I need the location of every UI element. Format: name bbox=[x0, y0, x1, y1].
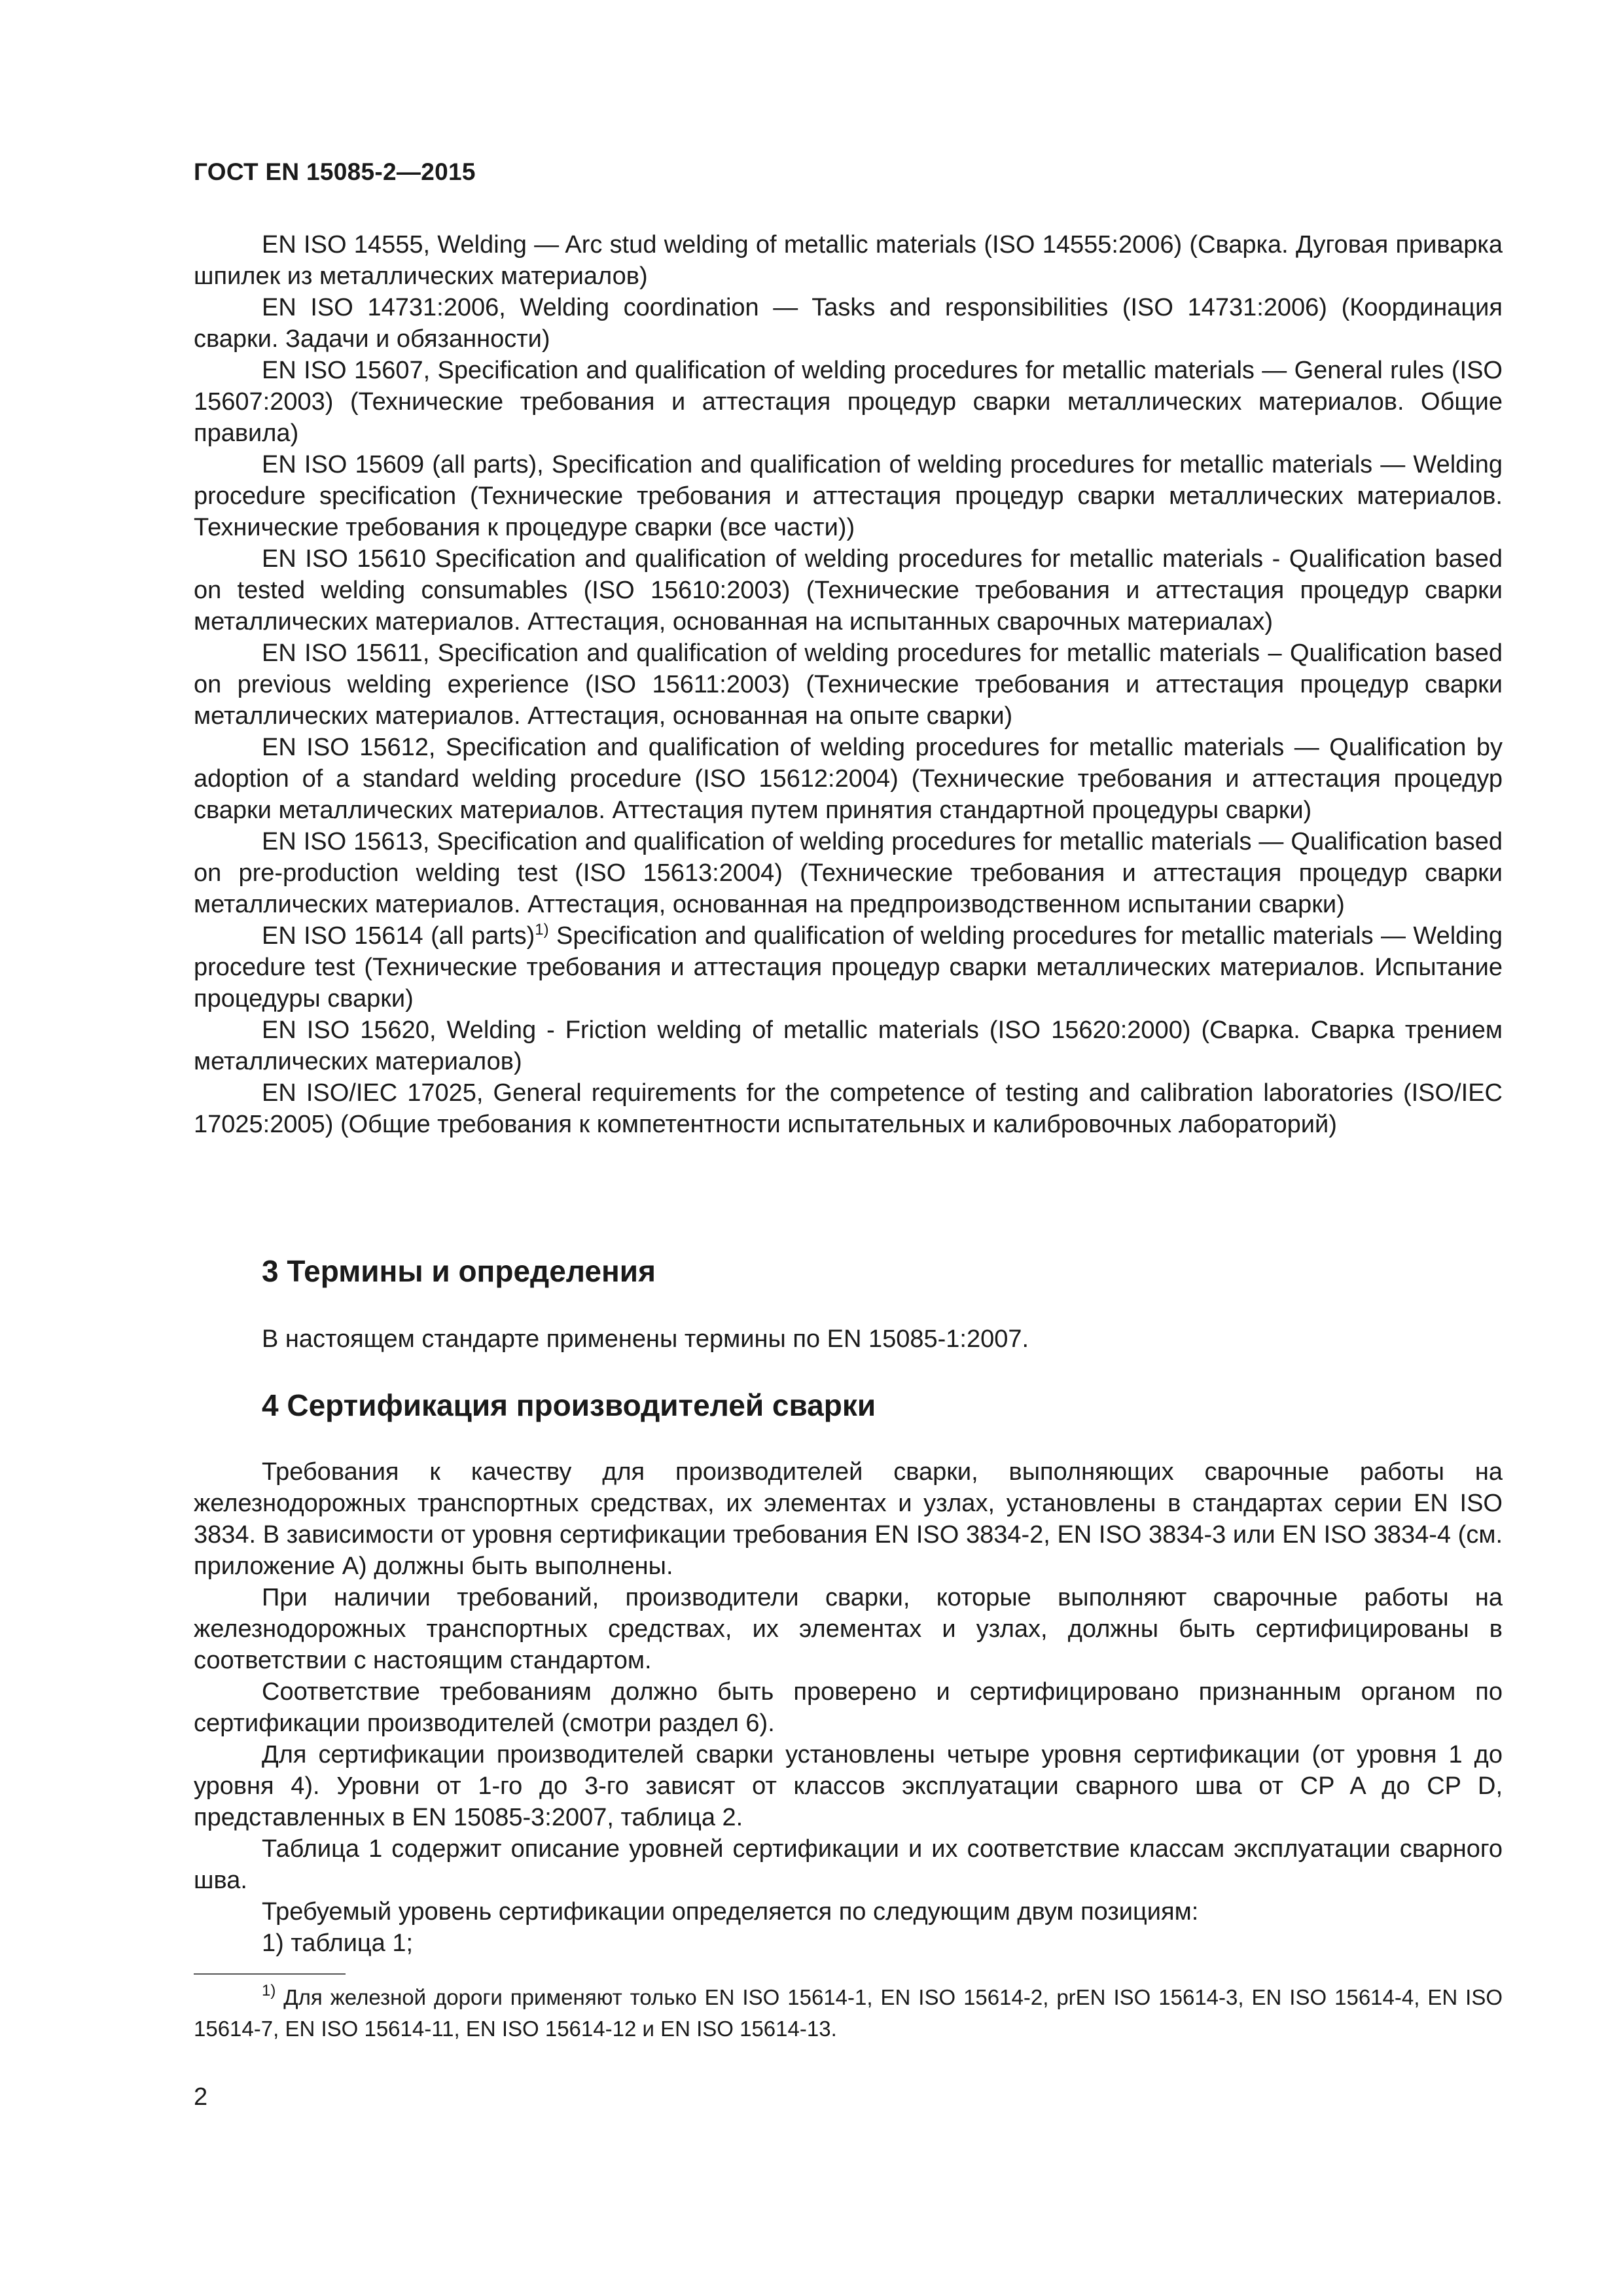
section-4-body bbox=[194, 1456, 1503, 1959]
footnote-separator bbox=[194, 1973, 346, 1975]
section-3-heading: 3 Термины и определения bbox=[262, 1254, 656, 1288]
reference-15614-description: Specification and qualification of welding procedures for metallic materials — Welding procedure test (Технические требования и аттестация процедур сварки металлических материалов. Испытание процедуры сварки) bbox=[194, 922, 1503, 1013]
footnote-mark: 1) bbox=[262, 1982, 276, 2000]
reference-item: EN ISO 14731:2006, Welding coordination — Tasks and responsibilities (ISO 14731:2006) (Координация сварки. Задачи и обязанности) bbox=[194, 294, 1503, 353]
reference-item: EN ISO 15613, Specification and qualification of welding procedures for metallic materials — Qualification based on pre-production welding test (ISO 15613:2004) (Технические требования и аттестация процедур сварки металлических материалов. Аттестация, основанная на предпроизводственном испытании сварки) bbox=[194, 828, 1503, 918]
section-4-paragraph: Требуемый уровень сертификации определяется по следующим двум позициям: bbox=[262, 1898, 1199, 1926]
footnote bbox=[194, 1982, 1503, 2045]
page-number: 2 bbox=[194, 2083, 208, 2111]
reference-item: EN ISO 15609 (all parts), Specification and qualification of welding procedures for metallic materials — Welding procedure specification (Технические требования и аттестация процедур сварки металлических материалов. Технические требования к процедуре сварки (все части)) bbox=[194, 451, 1503, 541]
section-4-paragraph: Для сертификации производителей сварки установлены четыре уровня сертификации (от уровня 1 до уровня 4). Уровни от 1-го до 3-го зависят от классов эксплуатации сварного шва от CP A до CP D, представленных в EN 15085-3:2007, таблица 2. bbox=[194, 1741, 1503, 1831]
reference-15614-title: EN ISO 15614 (all parts) bbox=[262, 922, 535, 950]
section-4-paragraph: Таблица 1 содержит описание уровней сертификации и их соответствие классам эксплуатации сварного шва. bbox=[194, 1835, 1503, 1894]
document-header: ГОСТ EN 15085-2—2015 bbox=[194, 158, 476, 185]
reference-item: EN ISO 15612, Specification and qualification of welding procedures for metallic materials — Qualification by adoption of a standard welding procedure (ISO 15612:2004) (Технические требования и аттестация процедур сварки металлических материалов. Аттестация путем принятия стандартной процедуры сварки) bbox=[194, 734, 1503, 824]
reference-item-15614 bbox=[194, 920, 1503, 1014]
reference-item: EN ISO 15607, Specification and qualification of welding procedures for metallic materials — General rules (ISO 15607:2003) (Технические требования и аттестация процедур сварки металлических материалов. Общие правила) bbox=[194, 357, 1503, 447]
reference-item: EN ISO 15610 Specification and qualification of welding procedures for metallic materials - Qualification based on tested welding consumables (ISO 15610:2003) (Технические требования и аттестация процедур сварки металлических материалов. Аттестация, основанная на испытанных сварочных материалах) bbox=[194, 545, 1503, 636]
footnote-text: Для железной дороги применяют только EN ISO 15614-1, EN ISO 15614-2, prEN ISO 15614-3, EN ISO 15614-4, EN ISO 15614-7, EN ISO 15614-11, EN ISO 15614-12 и EN ISO 15614-13. bbox=[194, 1985, 1503, 2041]
section-3-body bbox=[194, 1323, 1503, 1355]
reference-item: EN ISO 15611, Specification and qualification of welding procedures for metallic materials – Qualification based on previous welding experience (ISO 15611:2003) (Технические требования и аттестация процедур сварки металлических материалов. Аттестация, основанная на опыте сварки) bbox=[194, 639, 1503, 730]
section-4-paragraph: Требования к качеству для производителей сварки, выполняющих сварочные работы на железнодорожных транспортных средствах, их элементах и узлах, установлены в стандартах серии EN ISO 3834. В зависимости от уровня сертификации требования EN ISO 3834-2, EN ISO 3834-3 или EN ISO 3834-4 (см. приложение А) должны быть выполнены. bbox=[194, 1458, 1503, 1580]
section-4-heading: 4 Сертификация производителей сварки bbox=[262, 1388, 876, 1422]
section-4-list-item: 1) таблица 1; bbox=[262, 1929, 414, 1957]
reference-item: EN ISO 14555, Welding — Arc stud welding of metallic materials (ISO 14555:2006) (Сварка. Дуговая приварка шпилек из металлических материалов) bbox=[194, 231, 1503, 290]
footnote-reference-mark[interactable]: 1) bbox=[535, 921, 549, 939]
section-4-paragraph: Соответствие требованиям должно быть проверено и сертифицировано признанным органом по сертификации производителей (смотри раздел 6). bbox=[194, 1678, 1503, 1737]
section-3-text: В настоящем стандарте применены термины по EN 15085-1:2007. bbox=[262, 1325, 1029, 1353]
normative-references-list bbox=[194, 229, 1503, 1140]
reference-item: EN ISO 15620, Welding - Friction welding of metallic materials (ISO 15620:2000) (Сварка. Сварка трением металлических материалов) bbox=[194, 1016, 1503, 1075]
section-4-paragraph: При наличии требований, производители сварки, которые выполняют сварочные работы на железнодорожных транспортных средствах, их элементах и узлах, должны быть сертифицированы в соответствии с настоящим стандартом. bbox=[194, 1584, 1503, 1674]
reference-item: EN ISO/IEC 17025, General requirements for the competence of testing and calibration laboratories (ISO/IEC 17025:2005) (Общие требования к компетентности испытательных и калибровочных лабораторий) bbox=[194, 1079, 1503, 1138]
